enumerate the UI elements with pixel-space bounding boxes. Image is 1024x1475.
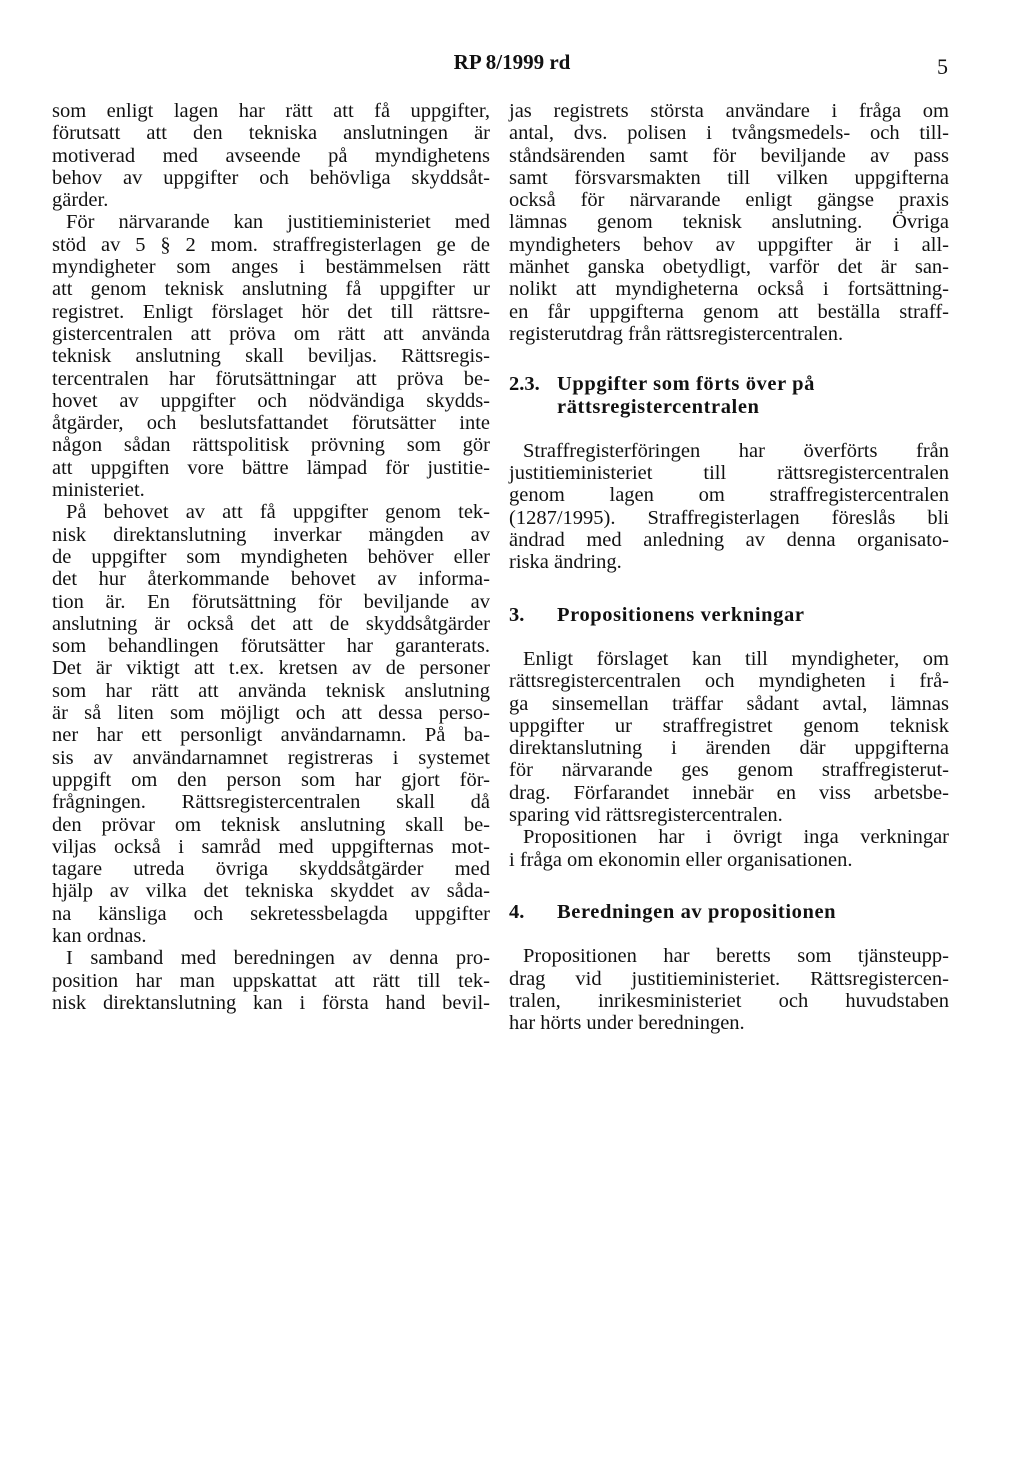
section-3-body (509, 648, 949, 871)
text-line: na känsliga och sekretessbelagda uppgifter (52, 902, 490, 925)
section-number: 3. (509, 603, 525, 626)
section-title-line2: rättsregistercentralen (557, 395, 760, 418)
text-line: drag. Förfarandet innebär en viss arbetsbe- (509, 781, 949, 804)
text-line: jas registrets största användare i fråga om (509, 100, 949, 122)
text-line: den prövar om teknisk anslutning skall be- (52, 813, 490, 836)
text-line: nisk direktanslutning inverkar mängden av (52, 523, 490, 546)
text-line: myndigheters behov av uppgifter är i all- (509, 233, 949, 256)
text-line: nolikt att myndigheterna också i fortsättning- (509, 278, 949, 301)
text-line: sis av användarnamnet registreras i systemet (52, 746, 490, 769)
text-line: (1287/1995). Straffregisterlagen föreslås bli (509, 506, 949, 529)
text-line: som behandlingen förutsätter har garanterats. (52, 635, 490, 658)
text-line: lämnas genom teknisk anslutning. Övriga (509, 211, 949, 234)
text-line: Enligt förslaget kan till myndigheter, om (523, 647, 949, 670)
text-line: för närvarande ges genom straffregisterut- (509, 759, 949, 782)
text-line: sparing vid rättsregistercentralen. (509, 804, 783, 827)
text-line: anslutning är också det att de skyddsåtgärder (52, 612, 490, 635)
text-line: kan ordnas. (52, 924, 147, 947)
text-line: rättsregistercentralen och myndigheten i frå- (509, 670, 949, 693)
text-line: gistercentralen att pröva om rätt att använda (52, 322, 490, 345)
text-line: behov av uppgifter och behövliga skyddsåt- (52, 166, 490, 189)
text-line: motiverad med avseende på myndighetens (52, 144, 490, 167)
left-column (52, 100, 490, 1014)
text-line: Det är viktigt att t.ex. kretsen av de personer (52, 657, 490, 680)
section-3-heading (509, 604, 949, 626)
section-number: 2.3. (509, 373, 540, 396)
text-line: direktanslutning i ärenden där uppgifterna (509, 737, 949, 760)
section-4-heading (509, 901, 949, 923)
text-line: myndigheter som anges i bestämmelsen rätt (52, 256, 490, 279)
page-number: 5 (937, 54, 948, 79)
text-line: riska ändring. (509, 551, 622, 574)
text-line: åtgärder, och beslutsfattandet förutsätter inte (52, 412, 490, 435)
text-line: det hur återkommande behovet av informa- (52, 568, 490, 591)
text-line: På behovet av att få uppgifter genom tek- (66, 501, 490, 524)
text-line: Straffregisterföringen har överförts från (523, 439, 949, 462)
text-line: förutsatt att den tekniska anslutningen är (52, 122, 490, 145)
text-line: antal, dvs. polisen i tvångsmedels- och till- (509, 122, 949, 145)
text-line: ståndsärenden samt för beviljande av pass (509, 144, 949, 167)
section-2-3-heading (509, 373, 949, 418)
section-title-line1: Uppgifter som förts över på (557, 373, 815, 396)
text-line: För närvarande kan justitieministeriet med (66, 211, 490, 234)
text-line: registret. Enligt förslaget hör det till rättsre- (52, 300, 490, 323)
text-line: ner har ett personligt användarnamn. På ba- (52, 724, 490, 747)
text-line: samt försvarsmakten till vilken uppgifterna (509, 166, 949, 189)
text-line: som har rätt att använda teknisk anslutning (52, 679, 490, 702)
text-line: Propositionen har i övrigt inga verkningar (523, 826, 949, 849)
text-line: tion är. En förutsättning för beviljande av (52, 590, 490, 613)
text-line: att genom teknisk anslutning få uppgifter ur (52, 278, 490, 301)
text-line: tercentralen har förutsättningar att pröva be- (52, 367, 490, 390)
section-number: 4. (509, 900, 525, 923)
text-line: Propositionen har beretts som tjänsteupp- (523, 945, 949, 968)
text-line: någon sådan rättspolitisk prövning som gör (52, 434, 490, 457)
text-line: tagare utreda övriga skyddsåtgärder med (52, 858, 490, 881)
text-line: stöd av 5 § 2 mom. straffregisterlagen ge de (52, 233, 490, 256)
text-line: tralen, inrikesministeriet och huvudstaben (509, 989, 949, 1012)
section-title: Beredningen av propositionen (557, 900, 837, 923)
text-line: hovet av uppgifter och nödvändiga skydds- (52, 389, 490, 412)
text-line: position har man uppskattat att rätt till tek- (52, 969, 490, 992)
section-2-3-body (509, 440, 949, 574)
text-line: registerutdrag från rättsregistercentralen. (509, 322, 844, 345)
text-line: är så liten som möjligt och att dessa perso- (52, 702, 490, 725)
continuation-paragraph (509, 100, 949, 345)
text-line: ministeriet. (52, 479, 145, 502)
text-line: de uppgifter som myndigheten behöver eller (52, 545, 490, 568)
text-line: uppgift om den person som har gjort för- (52, 768, 490, 791)
section-4-body (509, 945, 949, 1034)
text-line: en får uppgifterna genom att beställa straff- (509, 300, 949, 323)
text-line: uppgifter ur straffregistret genom teknisk (509, 714, 949, 737)
text-line: att uppgiften vore bättre lämpad för justitie- (52, 456, 490, 479)
text-line: teknisk anslutning skall beviljas. Rättsregis- (52, 345, 490, 368)
text-line: som enligt lagen har rätt att få uppgifter, (52, 100, 490, 122)
text-line: I samband med beredningen av denna pro- (66, 947, 490, 970)
section-title: Propositionens verkningar (557, 603, 805, 626)
running-header: RP 8/1999 rd (453, 50, 571, 74)
text-line: i fråga om ekonomin eller organisationen. (509, 848, 853, 871)
text-line: mänhet ganska obetydligt, varför det är san- (509, 256, 949, 279)
text-line: ga sinsemellan träffar sådant avtal, lämnas (509, 692, 949, 715)
text-line: justitieministeriet till rättsregistercentralen (509, 462, 949, 485)
text-line: också för närvarande enligt gängse praxis (509, 189, 949, 212)
text-line: viljas också i samråd med uppgifternas mot- (52, 835, 490, 858)
text-line: nisk direktanslutning kan i första hand bevil- (52, 991, 490, 1014)
text-line: gärder. (52, 189, 109, 212)
text-line: genom lagen om straffregistercentralen (509, 484, 949, 507)
right-column (509, 100, 949, 1034)
text-line: har hörts under beredningen. (509, 1012, 745, 1035)
text-line: drag vid justitieministeriet. Rättsregistercen- (509, 967, 949, 990)
text-line: ändrad med anledning av denna organisato- (509, 529, 949, 552)
text-line: hjälp av vilka det tekniska skyddet av såda- (52, 880, 490, 903)
text-line: frågningen. Rättsregistercentralen skall då (52, 791, 490, 814)
